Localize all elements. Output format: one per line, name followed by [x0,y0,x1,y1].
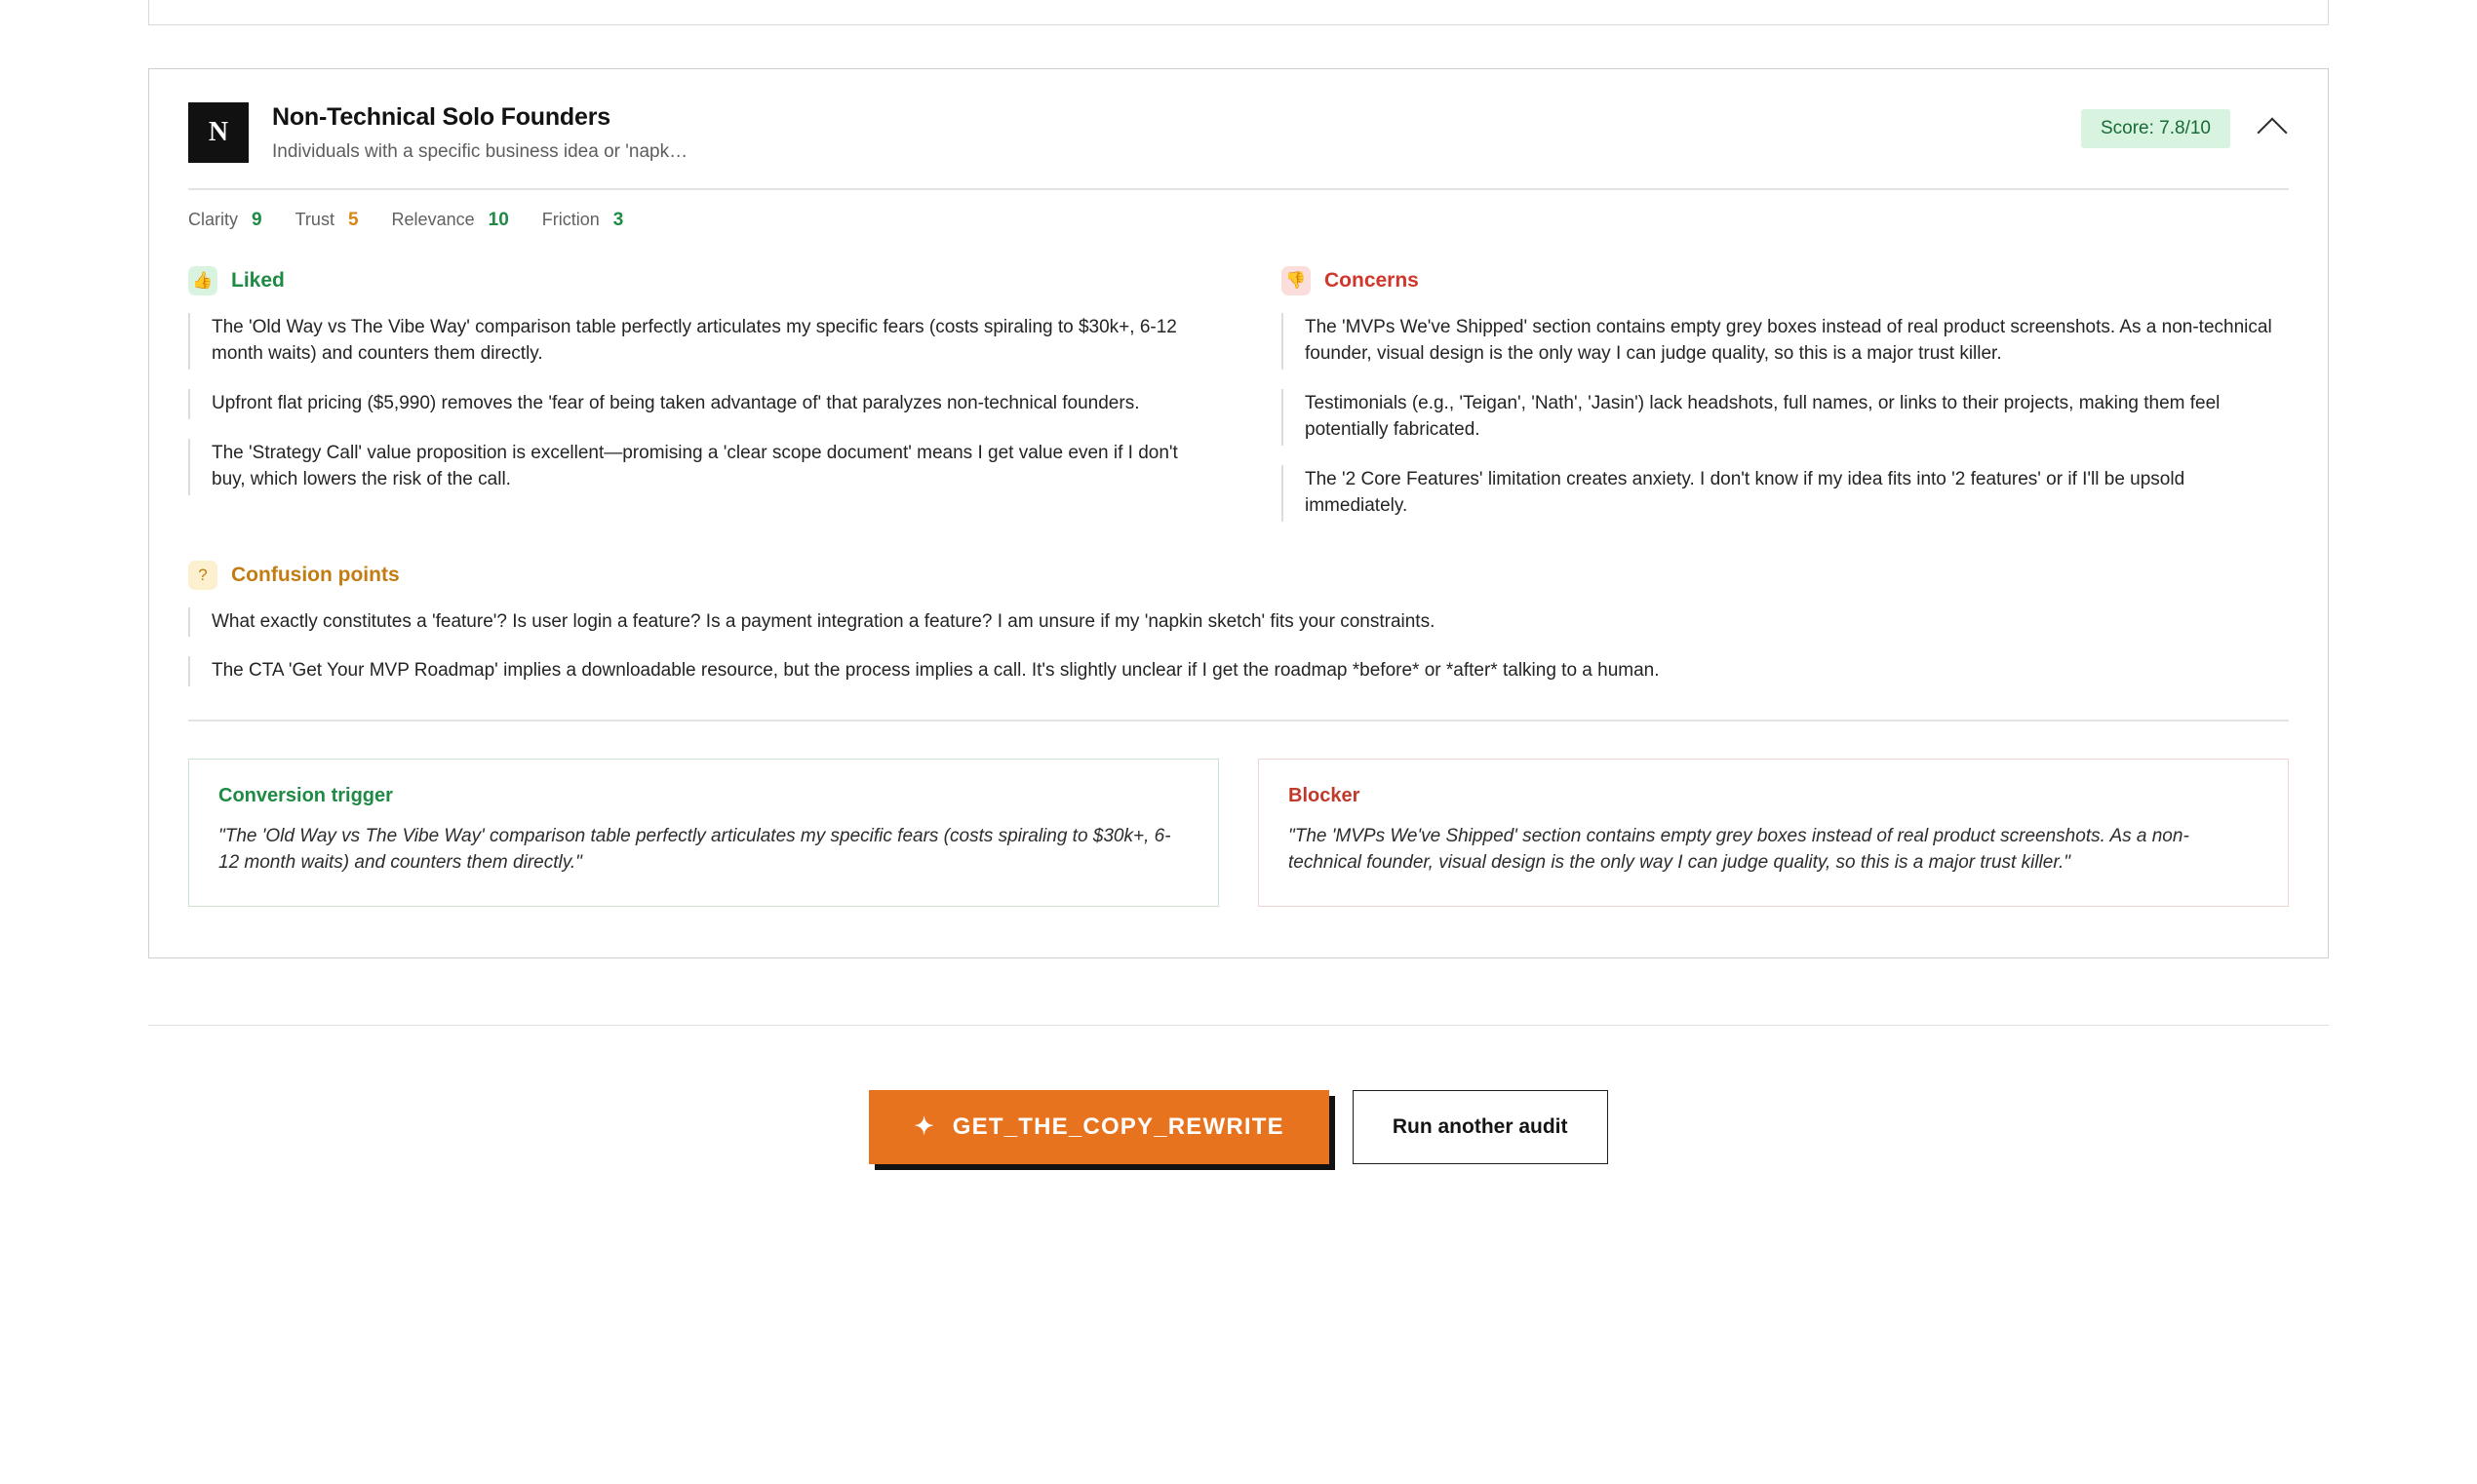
list-item: The 'Old Way vs The Vibe Way' comparison table perfectly articulates my specific fears (costs spiraling to $30k+, 6-12 month waits) and counters them directly. [188,313,1199,370]
previous-persona-card-partial [148,0,2329,25]
footer-divider [148,1025,2329,1026]
liked-header [188,266,1199,295]
quotes-row [149,722,2328,957]
avatar: N [188,102,249,163]
list-item: What exactly constitutes a 'feature'? Is user login a feature? Is a payment integration a feature? I am unsure if my 'napkin sketch' fits your constraints. [188,607,2289,638]
metric-relevance [392,210,509,231]
list-item: Upfront flat pricing ($5,990) removes the 'fear of being taken advantage of' that paralyzes non-technical founders. [188,389,1199,419]
list-item: Testimonials (e.g., 'Teigan', 'Nath', 'Jasin') lack headshots, full names, or links to their projects, making them feel potentially fabricated. [1281,389,2289,446]
confusion-title: Confusion points [231,563,400,586]
metrics-row [149,190,2328,231]
confusion-header [188,561,2289,590]
metric-trust-value: 5 [347,209,359,230]
persona-card-header [149,69,2328,163]
concerns-section [1238,266,2289,541]
chevron-up-glyph [2257,117,2287,147]
metric-trust [295,210,359,231]
persona-card [148,68,2329,958]
sparkle-icon: ✦ [914,1113,935,1141]
question-circle-icon: ? [188,561,217,590]
run-another-audit-button[interactable]: Run another audit [1353,1090,1608,1164]
liked-section [188,266,1238,541]
metric-clarity-value: 9 [252,209,262,230]
get-copy-rewrite-button[interactable] [869,1090,1328,1164]
thumbs-up-icon: 👍 [188,266,217,295]
thumbs-down-icon: 👎 [1281,266,1311,295]
metric-friction-value: 3 [612,209,624,230]
blocker-quote: "The 'MVPs We've Shipped' section contains empty grey boxes instead of real product screenshots. As a non-technical founder, visual design is the only way I can judge quality, so this is a major trust killer." [1288,825,2189,874]
list-item: The '2 Core Features' limitation creates anxiety. I don't know if my idea fits into '2 features' or if I'll be upsold immediately. [1281,465,2289,522]
persona-header-actions [2081,102,2289,149]
list-item: The CTA 'Get Your MVP Roadmap' implies a downloadable resource, but the process implies a call. It's slightly unclear if I get the roadmap *before* or *after* talking to a human. [188,656,2289,686]
conversion-trigger-label: Conversion trigger [218,784,393,806]
footer-actions [0,1090,2477,1164]
concerns-title: Concerns [1324,268,1419,292]
blocker-label: Blocker [1288,784,1360,806]
list-item: The 'MVPs We've Shipped' section contains empty grey boxes instead of real product screenshots. As a non-technical founder, visual design is the only way I can judge quality, so this is a major trust killer. [1281,313,2289,370]
liked-title: Liked [231,268,285,292]
metric-clarity [188,210,262,231]
concerns-header [1281,266,2289,295]
metric-relevance-value: 10 [488,209,509,230]
get-copy-rewrite-label: GET_THE_COPY_REWRITE [952,1113,1284,1141]
conversion-trigger-quote: "The 'Old Way vs The Vibe Way' comparison table perfectly articulates my specific fears (costs spiraling to $30k+, 6-12 month waits) and counters them directly." [218,825,1171,874]
metric-friction-label: Friction [541,209,600,229]
metric-clarity-label: Clarity [188,209,239,229]
metric-relevance-label: Relevance [391,209,475,229]
status-badge: Score: 7.8/10 [2081,109,2230,148]
feedback-sections [149,231,2328,541]
blocker-box [1258,759,2289,907]
page-title: Non-Technical Solo Founders [272,103,610,131]
list-item: The 'Strategy Call' value proposition is excellent—promising a 'clear scope document' means I get value even if I don't buy, which lowers the risk of the call. [188,439,1199,495]
persona-header-text [272,102,2081,163]
primary-cta-wrapper [869,1090,1328,1164]
persona-subtitle: Individuals with a specific business idea or 'napk… [272,140,688,162]
conversion-trigger-box [188,759,1219,907]
metric-trust-label: Trust [295,209,334,229]
metric-friction [542,210,624,231]
chevron-up-icon[interactable] [2256,108,2289,149]
confusion-section [149,541,2328,687]
